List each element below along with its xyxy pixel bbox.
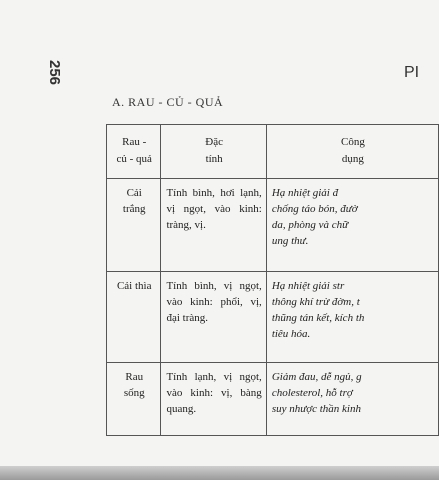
- cell-properties: Tính bình, vị ngọt, vào kinh: phổi, vị, đại tràng.: [161, 272, 266, 363]
- section-title: A. RAU - CỦ - QUẢ: [112, 95, 224, 109]
- table-row: [107, 272, 439, 363]
- cell-uses: Hạ nhiệt giải str thông khí trừ đờm, t thũng tán kết, kích th tiêu hóa.: [266, 272, 438, 363]
- cell-properties: Tính lạnh, vị ngọt, vào kinh: vị, bàng quang.: [161, 363, 266, 436]
- header-uses: [266, 125, 438, 179]
- table-row: [107, 363, 439, 436]
- vegetable-properties-table: [106, 124, 439, 436]
- cell-name: Cải thìa: [107, 272, 161, 363]
- header-vegetable-label: Rau - củ - quả: [116, 136, 152, 165]
- table-row: [107, 179, 439, 272]
- cell-name: Cải trắng: [107, 179, 161, 272]
- cell-properties: Tính bình, hơi lạnh, vị ngọt, vào kinh: tràng, vị.: [161, 179, 266, 272]
- cell-uses: Giảm đau, dễ ngủ, g cholesterol, hỗ trợ suy nhược thần kinh: [266, 363, 438, 436]
- header-vegetable: [107, 125, 161, 179]
- page-bottom-edge: [0, 466, 439, 480]
- cell-uses: Hạ nhiệt giải đ chống táo bón, đườ da, phòng và chữ ung thư.: [266, 179, 438, 272]
- table-header-row: [107, 125, 439, 179]
- page-number: 256: [46, 60, 63, 86]
- cell-name: Rau sống: [107, 363, 161, 436]
- running-header: PI: [404, 64, 420, 81]
- header-uses-label: Công dụng: [340, 136, 365, 165]
- header-properties: [161, 125, 266, 179]
- header-properties-label: Đặc tính: [205, 136, 223, 165]
